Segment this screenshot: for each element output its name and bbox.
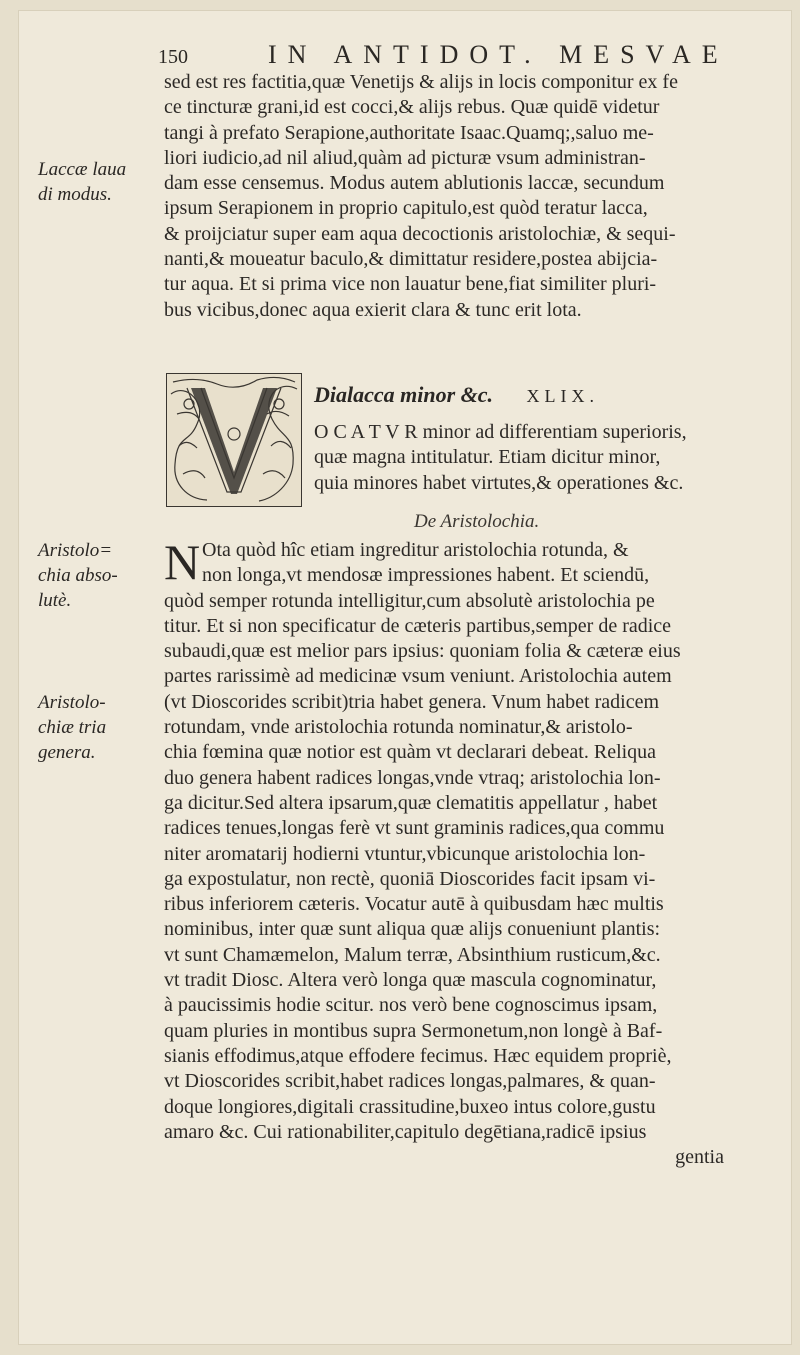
text-line: à paucissimis hodie scitur. nos verò bene cognoscimus ipsam, bbox=[164, 994, 658, 1017]
text-line: titur. Et si non specificatur de cæteris partibus,semper de radice bbox=[164, 614, 672, 637]
text-line: ipsum Serapionem in proprio capitulo,est quòd teratur lacca, bbox=[164, 197, 648, 220]
woodcut-ornament bbox=[167, 374, 301, 506]
text-line: radices tenues,longas ferè vt sunt graminis radices,qua commu bbox=[164, 817, 665, 840]
text-line: O C A T V R minor ad differentiam superioris, bbox=[314, 421, 687, 443]
decorated-initial-v bbox=[166, 373, 302, 507]
text-line: vt sunt Chamæmelon, Malum terræ, Absinthium rusticum,&c. bbox=[164, 943, 661, 966]
text-line: tangi à prefato Serapione,authoritate Isaac.Quamq;,saluo me- bbox=[164, 121, 654, 144]
text-line: ce tincturæ grani,id est cocci,& alijs rebus. Quæ quidē videtur bbox=[164, 96, 660, 119]
book-page bbox=[18, 10, 792, 1345]
text-line: ga dicitur.Sed altera ipsarum,quæ clematitis appellatur , habet bbox=[164, 791, 658, 814]
section-title-text: Dialacca minor &c. bbox=[314, 382, 494, 407]
text-line: tur aqua. Et si prima vice non lauatur bene,fiat similiter pluri- bbox=[164, 273, 657, 296]
margin-note-line: Laccæ laua bbox=[38, 159, 127, 180]
text-line: nominibus, inter quæ sunt aliqua quæ alijs conueniunt plantis: bbox=[164, 918, 661, 941]
text-line: duo genera habent radices longas,vnde vtraq; aristolochia lon- bbox=[164, 766, 661, 789]
text-line: vt tradit Diosc. Altera verò longa quæ mascula cognominatur, bbox=[164, 969, 657, 992]
section-number: XLIX. bbox=[526, 386, 600, 406]
text-line: vt Dioscorides scribit,habet radices longas,palmares, & quan- bbox=[164, 1070, 656, 1093]
margin-note-line: di modus. bbox=[38, 184, 112, 205]
subheading-aristolochia: De Aristolochia. bbox=[414, 511, 540, 532]
text-line: ga expostulatur, non rectè, quoniā Dioscorides facit ipsam vi- bbox=[164, 867, 656, 890]
text-line: niter aromatarij hodierni vtuntur,vbicunque aristolochia lon- bbox=[164, 842, 646, 865]
text-line: Ota quòd hîc etiam ingreditur aristolochia rotunda, & bbox=[202, 539, 629, 561]
text-line: & proijciatur super eam aqua decoctionis aristolochiæ, & sequi- bbox=[164, 222, 676, 245]
margin-note-line: chiæ tria bbox=[38, 717, 107, 738]
margin-note-line: genera. bbox=[38, 742, 96, 763]
section-title bbox=[314, 382, 774, 408]
paragraph-lacca bbox=[164, 70, 764, 323]
text-line: amaro &c. Cui rationabiliter,capitulo degētiana,radicē ipsius bbox=[164, 1120, 647, 1143]
text-line: non longa,vt mendosæ impressiones habent. Et sciendū, bbox=[202, 564, 650, 587]
text-line: doque longiores,digitali crassitudine,buxeo intus colore,gustu bbox=[164, 1095, 656, 1118]
text-line: quæ magna intitulatur. Etiam dicitur minor, bbox=[314, 446, 661, 469]
text-line: chia fœmina quæ notior est quàm vt declarari debeat. Reliqua bbox=[164, 741, 657, 764]
margin-note-aristolochia-absolute bbox=[38, 538, 156, 613]
paragraph-aristolochia bbox=[164, 534, 764, 1170]
text-line: rotundam, vnde aristolochia rotunda nominatur,& aristolo- bbox=[164, 716, 633, 739]
running-head: IN ANTIDOT. MESVAE bbox=[268, 40, 729, 69]
catchword: gentia bbox=[675, 1146, 724, 1169]
margin-note-line: chia abso- bbox=[38, 565, 118, 586]
margin-note-line: Aristolo- bbox=[38, 692, 106, 713]
margin-note-line: lutè. bbox=[38, 590, 72, 611]
text-line: (vt Dioscorides scribit)tria habet genera. Vnum habet radicem bbox=[164, 690, 660, 713]
margin-note-line: Aristolo= bbox=[38, 540, 113, 561]
margin-note-lacca bbox=[38, 157, 156, 207]
text-line: ribus inferiorem cæteris. Vocatur autē à quibusdam hæc multis bbox=[164, 893, 664, 916]
text-line: quia minores habet virtutes,& operationes &c. bbox=[314, 471, 684, 494]
text-line: nanti,& moueatur baculo,& dimittatur residere,postea abijcia- bbox=[164, 248, 658, 271]
text-line: subaudi,quæ est melior pars ipsius: quoniam folia & cæteræ eius bbox=[164, 640, 681, 663]
margin-note-aristolochia-genera bbox=[38, 690, 156, 765]
text-line: sianis effodimus,atque effodere fecimus. Hæc equidem propriè, bbox=[164, 1044, 672, 1067]
text-line: liori iudicio,ad nil aliud,quàm ad picturæ vsum administran- bbox=[164, 146, 646, 169]
text-line: partes rarissimè ad medicinæ vsum veniunt. Aristolochia autem bbox=[164, 665, 672, 688]
text-line: dam esse censemus. Modus autem ablutionis laccæ, secundum bbox=[164, 172, 665, 195]
page-number: 150 bbox=[158, 46, 188, 68]
text-line: quòd semper rotunda intelligitur,cum absolutè aristolochia pe bbox=[164, 589, 655, 612]
text-line: bus vicibus,donec aqua exierit clara & tunc erit lota. bbox=[164, 298, 582, 321]
drop-cap-n: N bbox=[164, 534, 201, 590]
paragraph-dialacca bbox=[314, 420, 774, 496]
text-line: quam pluries in montibus supra Sermonetum,non longè à Baf- bbox=[164, 1019, 663, 1042]
text-line: sed est res factitia,quæ Venetijs & alijs in locis componitur ex fe bbox=[164, 71, 678, 93]
